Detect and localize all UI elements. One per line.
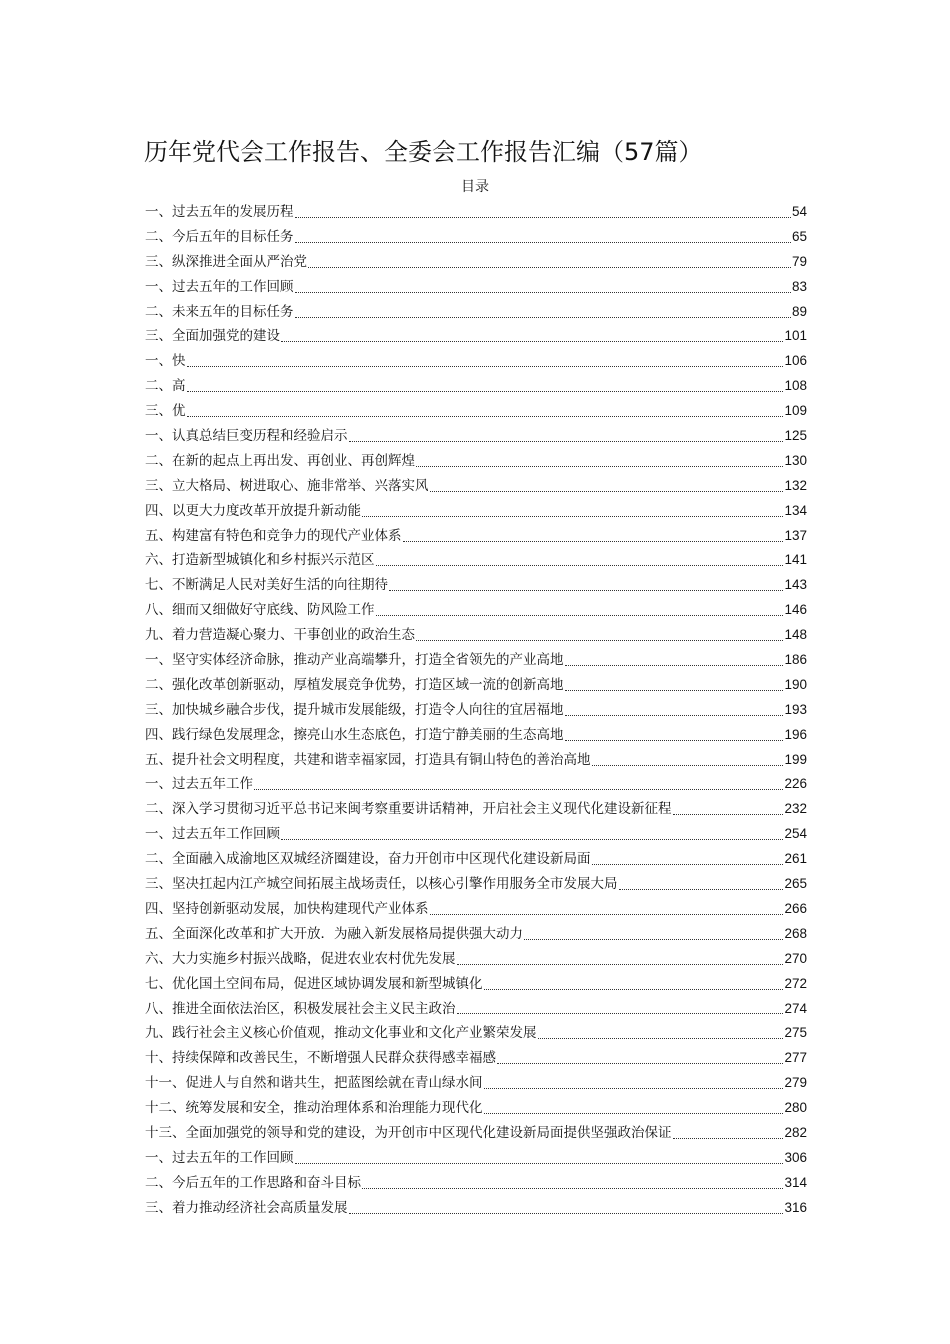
toc-entry-page-number: 134 [784, 502, 807, 518]
toc-entry-page-number: 272 [784, 975, 807, 991]
toc-entry-title: 五、构建富有特色和竞争力的现代产业体系 [145, 527, 402, 544]
toc-entry-page-number: 193 [784, 701, 807, 717]
toc-entry-title: 二、全面融入成渝地区双城经济圈建设，奋力开创市中区现代化建设新局面 [145, 851, 591, 868]
toc-dot-leader [484, 1113, 784, 1114]
toc-entry[interactable] [145, 225, 807, 250]
toc-entry[interactable] [145, 1046, 807, 1071]
toc-entry-title: 三、立大格局、树进取心、施非常举、兴落实风 [145, 477, 429, 494]
toc-dot-leader [565, 740, 784, 741]
toc-entry-title: 七、优化国土空间布局，促进区域协调发展和新型城镇化 [145, 975, 483, 992]
toc-entry-title: 三、着力推动经济社会高质量发展 [145, 1199, 348, 1216]
toc-entry-title: 一、快 [145, 353, 186, 370]
toc-dot-leader [673, 1138, 784, 1139]
toc-entry-page-number: 274 [784, 1000, 807, 1016]
toc-dot-leader [484, 989, 784, 990]
toc-dot-leader [416, 466, 783, 467]
toc-dot-leader [349, 441, 784, 442]
toc-dot-leader [295, 1163, 784, 1164]
toc-entry[interactable] [145, 474, 807, 499]
toc-entry[interactable] [145, 524, 807, 549]
toc-entry-title: 五、提升社会文明程度，共建和谐幸福家园，打造具有铜山特色的善治高地 [145, 751, 591, 768]
toc-entry-title: 六、打造新型城镇化和乡村振兴示范区 [145, 552, 375, 569]
toc-entry[interactable] [145, 548, 807, 573]
toc-dot-leader [416, 640, 783, 641]
toc-entry-page-number: 65 [791, 228, 807, 244]
toc-dot-leader [362, 516, 783, 517]
toc-entry-page-number: 277 [784, 1050, 807, 1066]
toc-entry-title: 三、优 [145, 403, 186, 420]
toc-entry-page-number: 265 [784, 876, 807, 892]
toc-entry[interactable] [145, 1021, 807, 1046]
toc-dot-leader [565, 665, 784, 666]
toc-entry-title: 三、坚决扛起内江产城空间拓展主战场责任，以核心引擎作用服务全市发展大局 [145, 876, 618, 893]
toc-entry[interactable] [145, 748, 807, 773]
toc-entry[interactable] [145, 349, 807, 374]
toc-entry[interactable] [145, 822, 807, 847]
toc-entry-title: 八、推进全面依法治区，积极发展社会主义民主政治 [145, 1000, 456, 1017]
toc-entry[interactable] [145, 1171, 807, 1196]
toc-entry[interactable] [145, 598, 807, 623]
toc-entry-title: 一、过去五年的工作回顾 [145, 1149, 294, 1166]
toc-dot-leader [497, 1063, 783, 1064]
toc-dot-leader [430, 491, 784, 492]
toc-entry-page-number: 196 [784, 726, 807, 742]
toc-entry-title: 一、认真总结巨变历程和经验启示 [145, 428, 348, 445]
toc-dot-leader [295, 292, 791, 293]
toc-entry-title: 一、过去五年的发展历程 [145, 204, 294, 220]
toc-entry-title: 三、纵深推进全面从严治党 [145, 253, 307, 270]
toc-entry-title: 九、着力营造凝心聚力、干事创业的政治生态 [145, 627, 415, 644]
toc-entry-page-number: 280 [784, 1100, 807, 1116]
toc-entry-title: 九、践行社会主义核心价值观，推动文化事业和文化产业繁荣发展 [145, 1025, 537, 1042]
toc-entry[interactable] [145, 200, 807, 225]
toc-entry-title: 一、坚守实体经济命脉，推动产业高端攀升，打造全省领先的产业高地 [145, 652, 564, 669]
toc-entry[interactable] [145, 250, 807, 275]
toc-entry-page-number: 79 [791, 253, 807, 269]
toc-entry-title: 五、全面深化改革和扩大开放．为融入新发展格局提供强大动力 [145, 925, 523, 942]
toc-entry-title: 十、持续保障和改善民生，不断增强人民群众获得感幸福感 [145, 1050, 496, 1067]
toc-entry[interactable] [145, 698, 807, 723]
toc-entry-title: 三、加快城乡融合步伐，提升城市发展能级，打造令人向往的宜居福地 [145, 701, 564, 718]
toc-entry-title: 一、过去五年的工作回顾 [145, 278, 294, 295]
toc-entry-page-number: 266 [784, 900, 807, 916]
toc-entry-page-number: 54 [791, 204, 807, 219]
toc-dot-leader [538, 1038, 784, 1039]
toc-dot-leader [362, 1188, 783, 1189]
toc-dot-leader [187, 366, 784, 367]
toc-entry[interactable] [145, 772, 807, 797]
document-title: 历年党代会工作报告、全委会工作报告汇编（57篇） [144, 138, 703, 166]
toc-entry-title: 二、强化改革创新驱动，厚植发展竞争优势，打造区域一流的创新高地 [145, 676, 564, 693]
toc-dot-leader [592, 765, 784, 766]
toc-entry-page-number: 108 [784, 378, 807, 394]
toc-entry-title: 二、今后五年的工作思路和奋斗目标 [145, 1174, 361, 1191]
toc-entry-page-number: 279 [784, 1075, 807, 1091]
toc-entry-page-number: 270 [784, 950, 807, 966]
toc-entry-title: 三、全面加强党的建设 [145, 328, 280, 345]
toc-entry-page-number: 186 [784, 652, 807, 668]
toc-entry[interactable] [145, 1121, 807, 1146]
toc-entry[interactable] [145, 922, 807, 947]
toc-entry-page-number: 306 [784, 1149, 807, 1165]
toc-entry-page-number: 125 [784, 428, 807, 444]
toc-entry[interactable] [145, 324, 807, 349]
toc-entry-title: 二、在新的起点上再出发、再创业、再创辉煌 [145, 452, 415, 469]
toc-entry[interactable] [145, 1071, 807, 1096]
toc-dot-leader [295, 242, 791, 243]
toc-entry-page-number: 143 [784, 577, 807, 593]
toc-dot-leader [295, 217, 791, 218]
toc-entry-page-number: 141 [784, 552, 807, 568]
toc-dot-leader [281, 839, 783, 840]
toc-dot-leader [524, 939, 783, 940]
toc-entry[interactable] [145, 1146, 807, 1171]
toc-entry[interactable] [145, 449, 807, 474]
toc-entry-title: 七、不断满足人民对美好生活的向往期待 [145, 577, 388, 594]
toc-dot-leader [592, 864, 784, 865]
toc-entry[interactable] [145, 648, 807, 673]
toc-dot-leader [389, 590, 783, 591]
toc-entry-page-number: 199 [784, 751, 807, 767]
toc-dot-leader [430, 914, 784, 915]
toc-dot-leader [376, 565, 784, 566]
toc-dot-leader [457, 1013, 784, 1014]
toc-entry[interactable] [145, 499, 807, 524]
toc-entry-page-number: 83 [791, 278, 807, 294]
toc-dot-leader [565, 715, 784, 716]
toc-entry-page-number: 268 [784, 925, 807, 941]
toc-entry-page-number: 148 [784, 627, 807, 643]
toc-dot-leader [308, 267, 791, 268]
toc-entry[interactable] [145, 275, 807, 300]
toc-dot-leader [673, 814, 784, 815]
toc-entry-title: 十一、促进人与自然和谐共生，把蓝图绘就在青山绿水间 [145, 1075, 483, 1092]
toc-dot-leader [349, 1213, 784, 1214]
toc-heading: 目录 [461, 179, 489, 195]
toc-entry-title: 六、大力实施乡村振兴战略，促进农业农村优先发展 [145, 950, 456, 967]
toc-dot-leader [403, 541, 784, 542]
toc-entry-page-number: 282 [784, 1124, 807, 1140]
toc-entry[interactable] [145, 972, 807, 997]
toc-entry-page-number: 132 [784, 477, 807, 493]
table-of-contents [145, 200, 807, 1221]
toc-entry-page-number: 316 [784, 1199, 807, 1215]
toc-entry-title: 四、践行绿色发展理念，擦亮山水生态底色，打造宁静美丽的生态高地 [145, 726, 564, 743]
toc-entry[interactable] [145, 947, 807, 972]
toc-entry[interactable] [145, 300, 807, 325]
toc-dot-leader [187, 391, 784, 392]
toc-entry-page-number: 109 [784, 403, 807, 419]
toc-entry[interactable] [145, 424, 807, 449]
toc-entry-page-number: 261 [784, 851, 807, 867]
toc-dot-leader [281, 341, 783, 342]
toc-entry[interactable] [145, 797, 807, 822]
toc-entry[interactable] [145, 374, 807, 399]
toc-entry-page-number: 232 [784, 801, 807, 817]
toc-dot-leader [484, 1088, 784, 1089]
toc-dot-leader [376, 615, 784, 616]
toc-dot-leader [187, 416, 784, 417]
toc-entry-title: 二、未来五年的目标任务 [145, 303, 294, 320]
toc-entry-page-number: 89 [791, 303, 807, 319]
toc-entry-page-number: 190 [784, 676, 807, 692]
toc-entry[interactable] [145, 897, 807, 922]
toc-entry-title: 十三、全面加强党的领导和党的建设，为开创市中区现代化建设新局面提供坚强政治保证 [145, 1124, 672, 1141]
toc-entry-page-number: 254 [784, 826, 807, 842]
toc-entry[interactable] [145, 623, 807, 648]
toc-dot-leader [457, 964, 784, 965]
toc-entry-page-number: 106 [784, 353, 807, 369]
toc-entry[interactable] [145, 997, 807, 1022]
toc-entry-page-number: 314 [784, 1174, 807, 1190]
toc-entry[interactable] [145, 847, 807, 872]
toc-entry-page-number: 226 [784, 776, 807, 792]
toc-entry-title: 一、过去五年工作回顾 [145, 826, 280, 843]
toc-entry-title: 二、深入学习贯彻习近平总书记来闽考察重要讲话精神，开启社会主义现代化建设新征程 [145, 801, 672, 818]
toc-entry[interactable] [145, 573, 807, 598]
toc-entry-title: 二、今后五年的目标任务 [145, 228, 294, 245]
toc-entry-page-number: 275 [784, 1025, 807, 1041]
toc-dot-leader [295, 317, 791, 318]
toc-entry[interactable] [145, 1196, 807, 1221]
toc-dot-leader [619, 889, 784, 890]
toc-entry[interactable] [145, 872, 807, 897]
toc-entry-page-number: 130 [784, 452, 807, 468]
toc-entry-title: 一、过去五年工作 [145, 776, 253, 793]
toc-entry[interactable] [145, 723, 807, 748]
toc-entry-page-number: 137 [784, 527, 807, 543]
toc-dot-leader [565, 690, 784, 691]
toc-entry-title: 八、细而又细做好守底线、防风险工作 [145, 602, 375, 619]
toc-entry-page-number: 101 [784, 328, 807, 344]
toc-entry-title: 二、高 [145, 378, 186, 395]
toc-entry[interactable] [145, 399, 807, 424]
toc-entry[interactable] [145, 1096, 807, 1121]
toc-entry-page-number: 146 [784, 602, 807, 618]
toc-entry-title: 四、以更大力度改革开放提升新动能 [145, 502, 361, 519]
toc-dot-leader [254, 789, 783, 790]
toc-entry-title: 十二、统筹发展和安全，推动治理体系和治理能力现代化 [145, 1100, 483, 1117]
toc-entry-title: 四、坚持创新驱动发展，加快构建现代产业体系 [145, 900, 429, 917]
toc-entry[interactable] [145, 673, 807, 698]
